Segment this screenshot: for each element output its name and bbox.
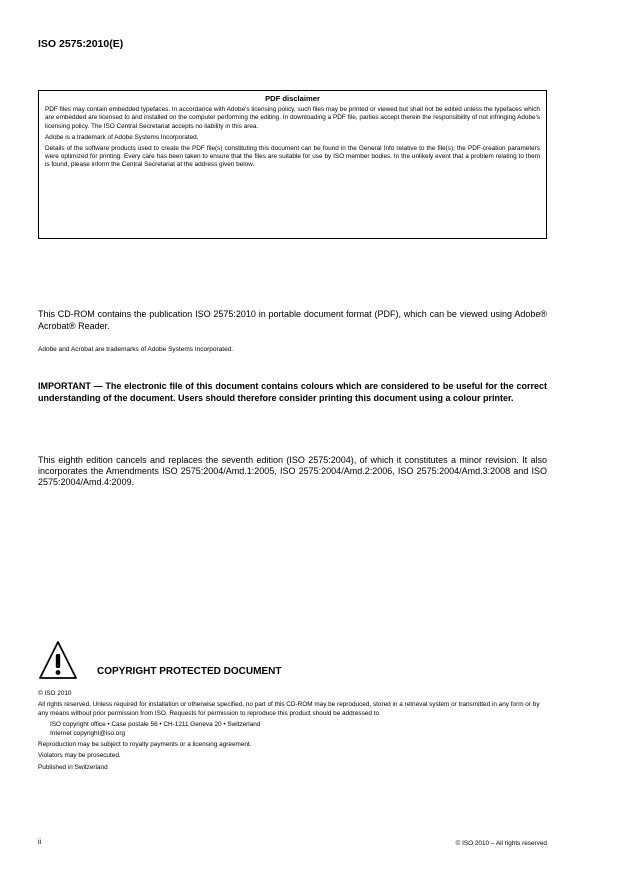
disclaimer-paragraph: Details of the software products used to create the PDF file(s) constituting this document can be found in the General Info relative to the file(s); the PDF-creation parameters were optimized for printing. Every care has been taken to ensure that the files are suitable for use by ISO member bodies. In the unlikely event that a problem relating to them is found, please inform the Central Secretariat at the address given below. bbox=[45, 145, 540, 169]
copyright-violators: Violators may be prosecuted. bbox=[38, 752, 121, 760]
copyright-title: COPYRIGHT PROTECTED DOCUMENT bbox=[97, 666, 282, 677]
disclaimer-paragraph: Adobe is a trademark of Adobe Systems Incorporated. bbox=[45, 133, 199, 141]
copyright-published: Published in Switzerland bbox=[38, 763, 108, 771]
warning-triangle-icon bbox=[38, 640, 78, 682]
footer-rights: © ISO 2010 – All rights reserved bbox=[455, 840, 547, 847]
copyright-rights: All rights reserved. Unless required for installation or otherwise specified, no part of this CD-ROM may be reproduced, stored in a retrieval system or transmitted in any form or by any means without prior permission from ISO. Requests for permission to reproduce this product should be addressed to bbox=[38, 701, 540, 717]
cdrom-statement: This CD-ROM contains the publication ISO 2575:2010 in portable document format (PDF), which can be viewed using Adobe® Acrobat® Reader. bbox=[38, 309, 547, 331]
edition-note: This eighth edition cancels and replaces the seventh edition (ISO 2575:2004), of which it constitutes a minor revision. It also incorporates the Amendments ISO 2575:2004/Amd.1:2005, ISO 2575:2004/Amd.2:2006, ISO 2575:2004/Amd.3:2008 and ISO 2575:2004/Amd.4:2009. bbox=[38, 455, 547, 487]
trademark-note: Adobe and Acrobat are trademarks of Adobe Systems Incorporated. bbox=[38, 346, 234, 353]
document-id: ISO 2575:2010(E) bbox=[38, 38, 124, 50]
copyright-year: © ISO 2010 bbox=[38, 690, 72, 697]
copyright-royalty: Reproduction may be subject to royalty payments or a licensing agreement. bbox=[38, 741, 252, 749]
copyright-block bbox=[38, 690, 547, 775]
disclaimer-title: PDF disclaimer bbox=[265, 94, 320, 103]
page-number: ii bbox=[38, 839, 42, 846]
important-notice: IMPORTANT — The electronic file of this document contains colours which are considered to be useful for the correct understanding of the document. Users should therefore consider printing this document using a colour printer. bbox=[38, 381, 547, 403]
copyright-internet: Internet copyright@iso.org bbox=[50, 729, 126, 737]
disclaimer-paragraph: PDF files may contain embedded typefaces. In accordance with Adobe's licensing policy, such files may be printed or viewed but shall not be edited unless the typefaces which are embedded are licensed to and installed on the computer performing the editing. In downloading a PDF file, parties accept therein the responsibility of not infringing Adobe's licensing policy. The ISO Central Secretariat accepts no liability in this area. bbox=[45, 106, 540, 130]
copyright-address: ISO copyright office • Case postale 56 • CH-1211 Geneva 20 • Switzerland bbox=[50, 721, 261, 729]
pdf-disclaimer-box bbox=[38, 90, 547, 239]
